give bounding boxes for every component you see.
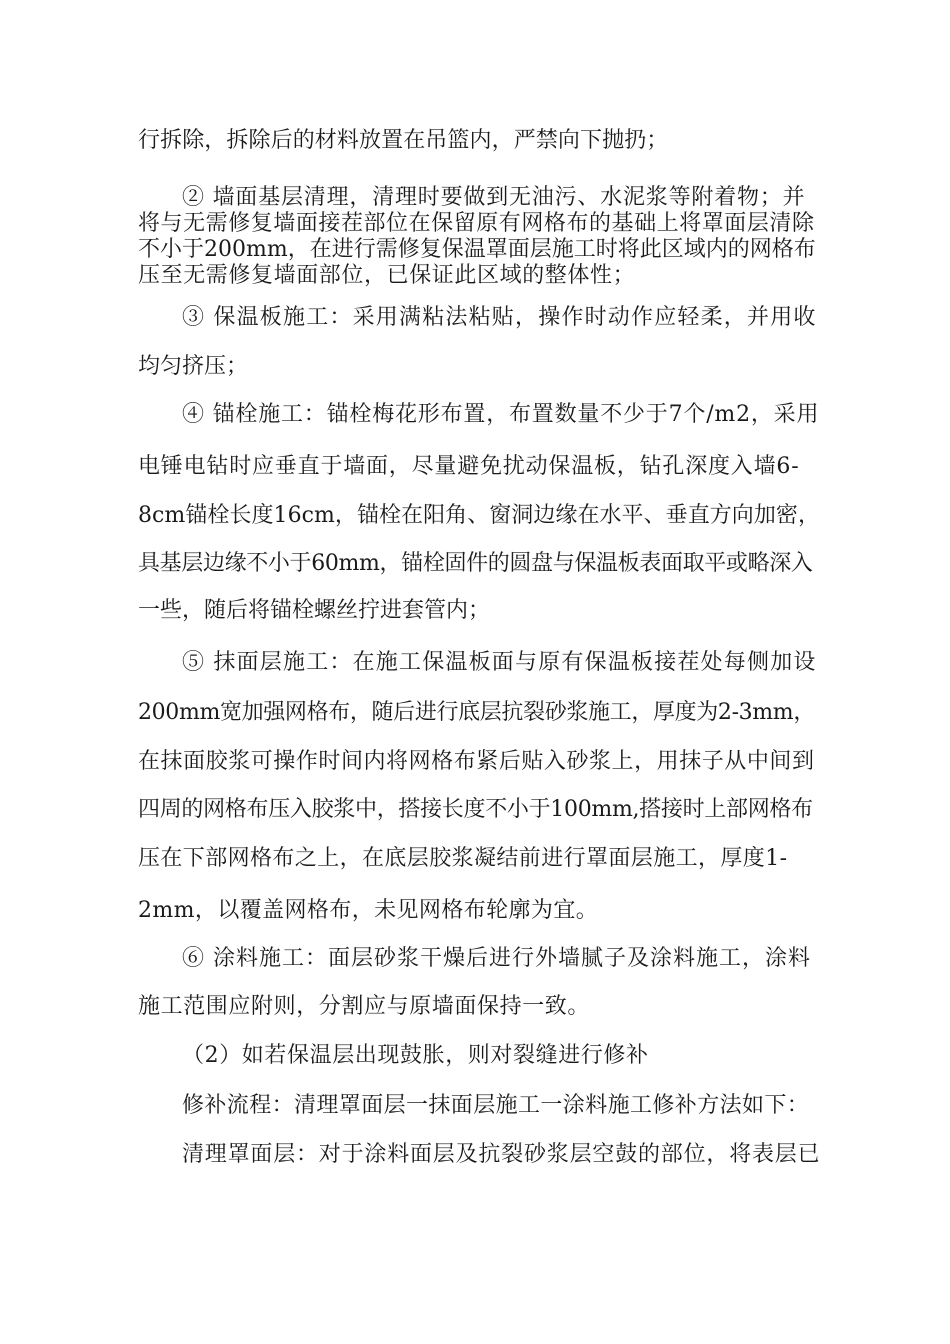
text-line: 均匀挤压； <box>138 354 249 379</box>
text-line: 具基层边缘不小于60mm，锚栓固件的圆盘与保温板表面取平或略深入 <box>138 551 813 576</box>
text-line: 电锤电钻时应垂直于墙面，尽量避免扰动保温板，钻孔深度入墙6- <box>138 454 800 479</box>
text-line: 在抹面胶浆可操作时间内将网格布紧后贴入砂浆上，用抹子从中间到 <box>138 749 815 774</box>
text-line: 一些，随后将锚栓螺丝拧进套管内； <box>138 598 491 623</box>
text-line: 2mm，以覆盖网格布，未见网格布轮廓为宜。 <box>138 898 599 923</box>
text-line: 修补流程：清理罩面层一抹面层施工一涂料施工修补方法如下： <box>182 1093 810 1118</box>
text-line: 清理罩面层：对于涂料面层及抗裂砂浆层空鼓的部位，将表层已 <box>182 1142 821 1167</box>
text-line: 8cm锚栓长度16cm，锚栓在阳角、窗洞边缘在水平、垂直方向加密， <box>138 503 821 528</box>
text-line: 施工范围应附则，分割应与原墙面保持一致。 <box>138 994 591 1019</box>
text-line: 压在下部网格布之上，在底层胶浆凝结前进行罩面层施工，厚度1- <box>138 846 788 871</box>
text-line: 行拆除，拆除后的材料放置在吊篮内，严禁向下抛扔； <box>138 128 669 153</box>
text-line: ② 墙面基层清理，清理时要做到无油污、水泥浆等附着物；并 <box>182 185 806 210</box>
text-line: ③ 保温板施工：采用满粘法粘贴，操作时动作应轻柔，并用收 <box>182 305 817 330</box>
text-line: ④ 锚栓施工：锚栓梅花形布置，布置数量不少于7个/m2，采用 <box>182 402 820 427</box>
text-line: 将与无需修复墙面接茬部位在保留原有网格布的基础上将罩面层清除 <box>138 211 815 236</box>
text-line: 四周的网格布压入胶浆中，搭接长度不小于100mm,搭接时上部网格布 <box>138 797 813 822</box>
text-line: ⑥ 涂料施工：面层砂浆干燥后进行外墙腻子及涂料施工，涂料 <box>182 946 811 971</box>
text-line: ⑤ 抹面层施工：在施工保温板面与原有保温板接茬处每侧加设 <box>182 650 817 675</box>
text-line: 压至无需修复墙面部位，已保证此区域的整体性； <box>138 263 636 288</box>
text-line: 200mm宽加强网格布，随后进行底层抗裂砂浆施工，厚度为2-3mm， <box>138 700 815 725</box>
text-line: 不小于200mm，在进行需修复保温罩面层施工时将此区域内的网格布 <box>138 237 816 262</box>
section-heading: （2）如若保温层出现鼓胀，则对裂缝进行修补 <box>182 1043 649 1068</box>
